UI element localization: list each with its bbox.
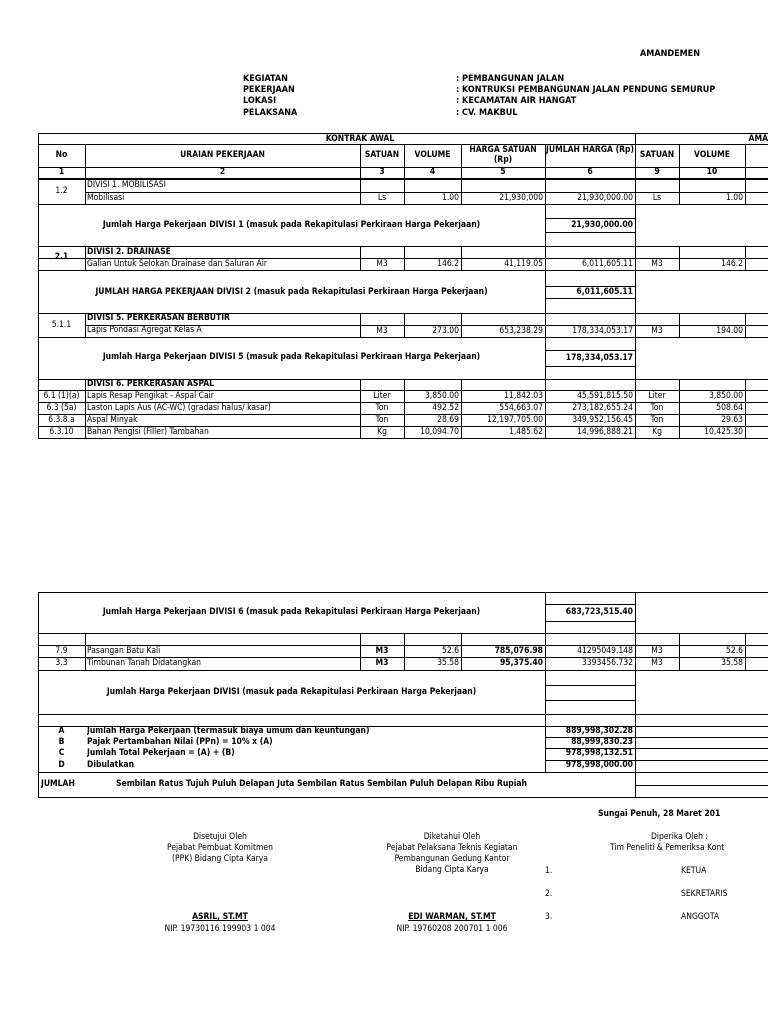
sign-mid-name: EDI WARMAN, ST.MT xyxy=(408,912,496,922)
sign-left-nip: NIP. 19730116 199903 1 004 xyxy=(164,924,276,934)
item-no: 3.3 xyxy=(55,658,68,668)
sign-left-line1: Disetujui Oleh xyxy=(193,832,247,842)
sign-left-name: ASRIL, ST.MT xyxy=(192,912,248,922)
item-satuan-2: Ls xyxy=(652,193,662,203)
item-jumlah: 14,996,888.21 xyxy=(577,427,633,437)
info-label-kegiatan: KEGIATAN xyxy=(243,74,288,84)
item-harga: 11,842.03 xyxy=(504,391,543,401)
div5-no: 5.1.1 xyxy=(51,320,72,330)
div5-sum-label: Jumlah Harga Pekerjaan DIVISI 5 (masuk pada Rekapitulasi Perkiraan Harga Pekerjaan) xyxy=(102,352,481,362)
sign-right-line1: Diperika Oleh : xyxy=(651,832,708,842)
col-num: 3 xyxy=(379,167,385,177)
col-num: 2 xyxy=(219,167,226,177)
item-harga: 21,930,000 xyxy=(499,193,543,203)
item-satuan2: M3 xyxy=(651,646,663,656)
member-role: ANGGOTA xyxy=(681,912,720,922)
recap-label: Pajak Pertambahan Nilai (PPn) = 10% x (A) xyxy=(87,737,273,747)
col-header-satuan-2: SATUAN xyxy=(639,150,675,160)
div2-no: 2.1 xyxy=(54,252,69,262)
item-satuan2: M3 xyxy=(651,658,663,668)
item-volume: 273.00 xyxy=(432,326,459,336)
item-volume2: 508.64 xyxy=(716,403,743,413)
item-volume: 3,850.00 xyxy=(424,391,459,401)
col-header-no: No xyxy=(55,150,68,160)
sign-mid-line1: Diketahui Oleh xyxy=(423,832,481,842)
item-uraian: Bahan Pengisi (Filler) Tambahan xyxy=(87,427,209,437)
item-volume2: 35.58 xyxy=(721,658,743,668)
col-header-jumlah: JUMLAH HARGA (Rp) xyxy=(546,145,634,155)
recap-value: 978,998,132.51 xyxy=(565,748,633,758)
item-jumlah: 273,182,655.24 xyxy=(572,403,633,413)
item-satuan-2: M3 xyxy=(651,259,663,269)
item-volume2: 10,425.30 xyxy=(704,427,743,437)
item-satuan2: Ton xyxy=(650,415,664,425)
col-header-uraian: URAIAN PEKERJAAN xyxy=(180,150,265,160)
item-harga: 554,663.07 xyxy=(499,403,543,413)
item-satuan: Liter xyxy=(373,391,391,401)
item-jumlah: 3393456.732 xyxy=(581,658,633,668)
member-role: SEKRETARIS xyxy=(681,889,728,899)
item-volume: 52.6 xyxy=(441,646,459,656)
sign-mid-nip: NIP. 19760208 200701 1 006 xyxy=(396,924,508,934)
item-harga: 653,238.29 xyxy=(499,326,543,336)
info-label-lokasi: LOKASI xyxy=(243,96,277,106)
item-volume-2: 146.2 xyxy=(721,259,743,269)
member-number: 3. xyxy=(545,912,553,922)
info-value-kegiatan: : PEMBANGUNAN JALAN xyxy=(456,74,565,84)
div1-no: 1.2 xyxy=(55,186,68,196)
header-kontrak-awal: KONTRAK AWAL xyxy=(325,134,395,144)
member-number: 2. xyxy=(545,889,553,899)
recap-key: D xyxy=(58,760,65,770)
member-role: KETUA xyxy=(681,866,707,876)
header-amandemen: AMA xyxy=(748,134,768,144)
item-uraian: Laston Lapis Aus (AC-WC) (gradasi halus/ kasar) xyxy=(87,403,271,413)
item-uraian: Timbunan Tanah Didatangkan xyxy=(87,658,202,668)
item-satuan2: Kg xyxy=(652,427,662,437)
item-volume: 1.00 xyxy=(441,193,459,203)
sign-left-line3: (PPK) Bidang Cipta Karya xyxy=(171,854,268,864)
div6-sum-label: Jumlah Harga Pekerjaan DIVISI 6 (masuk pada Rekapitulasi Perkiraan Harga Pekerjaan) xyxy=(102,607,481,617)
sign-left-line2: Pejabat Pembuat Komitmen xyxy=(167,843,273,853)
item-satuan: Ls xyxy=(377,193,387,203)
item-volume-2: 1.00 xyxy=(725,193,743,203)
item-harga: 41,119.05 xyxy=(504,259,543,269)
info-value-pelaksana: : CV. MAKBUL xyxy=(456,108,518,118)
div1-sum-label: Jumlah Harga Pekerjaan DIVISI 1 (masuk pada Rekapitulasi Perkiraan Harga Pekerjaan) xyxy=(102,220,481,230)
doc-title: AMANDEMEN xyxy=(640,49,700,59)
item-harga: 1,485.62 xyxy=(508,427,543,437)
sign-right-line2: Tim Peneliti & Pemeriksa Kont xyxy=(610,843,725,853)
item-volume: 28.69 xyxy=(437,415,459,425)
col-header-satuan: SATUAN xyxy=(364,150,400,160)
extra-sum-label: Jumlah Harga Pekerjaan DIVISI (masuk pada Rekapitulasi Perkiraan Harga Pekerjaan) xyxy=(106,687,477,697)
sign-mid-line4: Bidang Cipta Karya xyxy=(415,865,489,875)
recap-value: 88,999,830.23 xyxy=(571,737,633,747)
div2-sum-label: JUMLAH HARGA PEKERJAAN DIVISI 2 (masuk pada Rekapitulasi Perkiraan Harga Pekerjaan) xyxy=(95,287,488,297)
col-header-harga: HARGA SATUAN (Rp) xyxy=(469,145,537,165)
item-no: 6.1 (1)(a) xyxy=(43,391,80,401)
item-harga: 95,375.40 xyxy=(499,658,543,668)
place-date: Sungai Penuh, 28 Maret 201 xyxy=(598,809,721,819)
item-satuan-2: M3 xyxy=(651,326,663,336)
col-header-volume-2: VOLUME xyxy=(694,150,730,160)
member-number: 1. xyxy=(545,866,553,876)
item-jumlah: 349,952,156.45 xyxy=(572,415,633,425)
item-jumlah: 21,930,000.00 xyxy=(577,193,633,203)
div6-title: DIVISI 6. PERKERASAN ASPAL xyxy=(87,379,215,389)
item-no: 7.9 xyxy=(55,646,68,656)
col-num: 10 xyxy=(706,167,718,177)
item-satuan: Kg xyxy=(377,427,387,437)
sign-mid-line3: Pembangunan Gedung Kantor xyxy=(394,854,510,864)
item-jumlah: 45,591,815.50 xyxy=(577,391,633,401)
jumlah-label: JUMLAH xyxy=(41,779,75,789)
item-uraian: Galian Untuk Selokan Drainase dan Saluran Air xyxy=(87,259,268,269)
div2-title: DIVISI 2. DRAINASE xyxy=(87,247,171,257)
item-jumlah: 178,334,053.17 xyxy=(572,326,633,336)
item-volume2: 3,850.00 xyxy=(708,391,743,401)
item-volume: 35.58 xyxy=(437,658,459,668)
info-label-pekerjaan: PEKERJAAN xyxy=(243,85,295,95)
item-volume: 492.52 xyxy=(432,403,459,413)
item-satuan: M3 xyxy=(375,646,389,656)
info-label-pelaksana: PELAKSANA xyxy=(243,108,298,118)
col-num: 4 xyxy=(429,167,436,177)
item-harga: 12,197,705.00 xyxy=(487,415,543,425)
item-satuan: M3 xyxy=(376,259,388,269)
recap-label: Jumlah Total Pekerjaan = (A) + (B) xyxy=(87,748,235,758)
item-uraian: Mobilisasi xyxy=(87,193,125,203)
div2-sum-value: 6,011,605.11 xyxy=(576,287,633,297)
div5-sum-value: 178,334,053.17 xyxy=(565,353,633,363)
item-jumlah: 6,011,605.11 xyxy=(581,259,633,269)
recap-key: B xyxy=(58,737,65,747)
col-header-volume: VOLUME xyxy=(414,150,451,160)
col-num: 9 xyxy=(654,167,660,177)
item-harga: 785,076.98 xyxy=(494,646,543,656)
item-jumlah: 41295049.148 xyxy=(577,646,633,656)
item-uraian: Lapis Pondasi Agregat Kelas A xyxy=(87,325,202,335)
item-uraian: Pasangan Batu Kali xyxy=(87,646,161,656)
item-no: 6.3.10 xyxy=(49,427,74,437)
recap-value: 889,998,302.28 xyxy=(565,726,633,736)
item-satuan: Ton xyxy=(375,415,389,425)
col-num: 1 xyxy=(58,167,65,177)
div1-title: DIVISI 1. MOBILISASI xyxy=(87,180,166,190)
item-volume2: 29.63 xyxy=(721,415,743,425)
div6-sum-value: 683,723,515.40 xyxy=(565,607,633,617)
col-num: 6 xyxy=(587,167,593,177)
jumlah-text: Sembilan Ratus Tujuh Puluh Delapan Juta Sembilan Ratus Sembilan Puluh Delapan Ribu Rupiah xyxy=(116,779,527,789)
recap-key: C xyxy=(58,748,65,758)
col-num: 5 xyxy=(500,167,506,177)
item-satuan2: Ton xyxy=(650,403,664,413)
item-satuan2: Liter xyxy=(648,391,666,401)
item-volume: 146.2 xyxy=(437,259,459,269)
item-satuan: M3 xyxy=(376,326,388,336)
item-uraian: Aspal Minyak xyxy=(87,415,138,425)
sign-mid-line2: Pejabat Pelaksana Teknis Kegiatan xyxy=(386,843,518,853)
item-volume2: 52.6 xyxy=(725,646,743,656)
item-satuan: M3 xyxy=(375,658,389,668)
item-no: 6.3 (5a) xyxy=(46,403,77,413)
recap-label: Jumlah Harga Pekerjaan (termasuk biaya umum dan keuntungan) xyxy=(87,726,370,736)
recap-key: A xyxy=(58,726,65,736)
recap-value: 978,998,000.00 xyxy=(565,760,633,770)
item-no: 6.3.8.a xyxy=(48,415,75,425)
info-value-pekerjaan: : KONTRUKSI PEMBANGUNAN JALAN PENDUNG SEMURUP xyxy=(456,85,716,95)
item-satuan: Ton xyxy=(375,403,389,413)
div5-title: DIVISI 5. PERKERASAN BERBUTIR xyxy=(87,313,230,323)
info-value-lokasi: : KECAMATAN AIR HANGAT xyxy=(456,96,577,106)
div1-sum-value: 21,930,000.00 xyxy=(571,220,633,230)
item-volume: 10,094.70 xyxy=(420,427,459,437)
item-volume-2: 194.00 xyxy=(716,326,743,336)
item-uraian: Lapis Resap Pengikat - Aspal Cair xyxy=(87,391,214,401)
recap-label: Dibulatkan xyxy=(87,760,135,770)
